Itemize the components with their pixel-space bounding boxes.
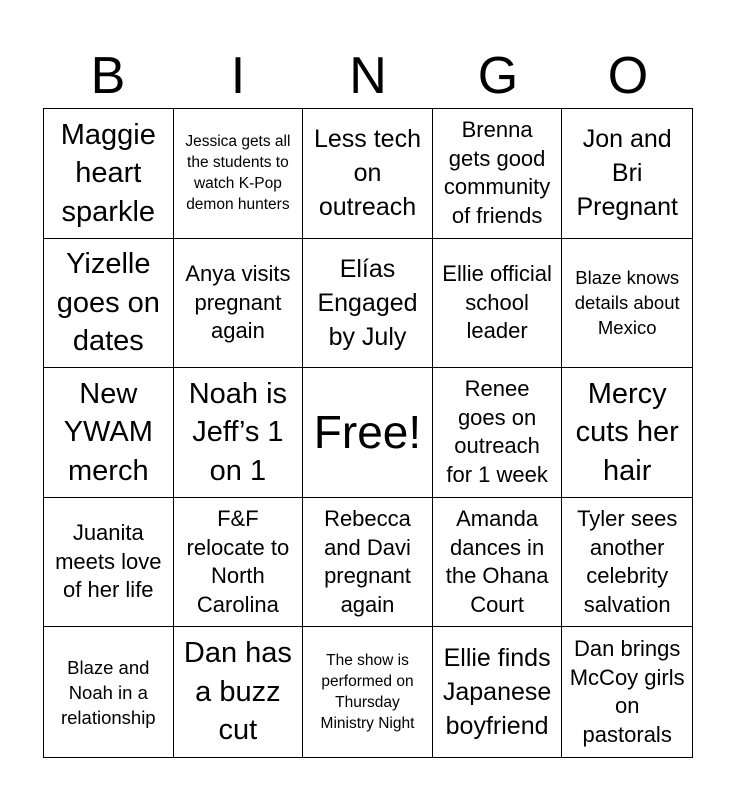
bingo-cell[interactable] xyxy=(44,239,174,369)
bingo-cell[interactable] xyxy=(562,368,692,498)
bingo-cell[interactable] xyxy=(562,627,692,757)
bingo-cell-label: Maggie heart sparkle xyxy=(60,118,156,228)
header-letter-b: B xyxy=(90,47,126,105)
bingo-cell-label: Amanda dances in the Ohana Court xyxy=(445,506,549,617)
bingo-cell[interactable] xyxy=(433,627,563,757)
bingo-cell[interactable] xyxy=(433,498,563,628)
free-space-cell[interactable] xyxy=(303,368,433,498)
bingo-cell-label: Less tech on outreach xyxy=(313,125,421,222)
bingo-cell-label: Elías Engaged by July xyxy=(317,254,418,351)
bingo-cell-label: Blaze and Noah in a relationship xyxy=(60,656,156,728)
free-space-label: Free! xyxy=(313,406,422,459)
bingo-cell-label: Noah is Jeff’s 1 on 1 xyxy=(188,377,288,487)
bingo-cell[interactable] xyxy=(174,109,304,239)
bingo-cell-label: Dan has a buzz cut xyxy=(183,637,292,747)
bingo-cell[interactable] xyxy=(433,109,563,239)
bingo-cell[interactable] xyxy=(174,498,304,628)
bingo-cell-label: Mercy cuts her hair xyxy=(575,377,679,487)
bingo-cell-label: Yizelle goes on dates xyxy=(56,248,160,358)
bingo-cell-label: Jessica gets all the students to watch K-Pop demon hunters xyxy=(185,133,291,214)
bingo-cell[interactable] xyxy=(174,627,304,757)
header-letter-g: G xyxy=(477,47,519,105)
bingo-cell-label: Dan brings McCoy girls on pastorals xyxy=(569,636,685,747)
bingo-cell-label: Jon and Bri Pregnant xyxy=(576,125,678,222)
bingo-cell-label: New YWAM merch xyxy=(63,377,153,487)
bingo-cell-label: Rebecca and Davi pregnant again xyxy=(324,506,411,617)
bingo-cell[interactable] xyxy=(433,239,563,369)
bingo-cell[interactable] xyxy=(303,239,433,369)
bingo-cell-label: Ellie finds Japanese boyfriend xyxy=(442,644,552,741)
bingo-cell[interactable] xyxy=(44,498,174,628)
bingo-cell[interactable] xyxy=(303,627,433,757)
bingo-cell[interactable] xyxy=(303,109,433,239)
bingo-cell[interactable] xyxy=(562,109,692,239)
bingo-cell[interactable] xyxy=(174,368,304,498)
bingo-cell[interactable] xyxy=(44,109,174,239)
bingo-cell[interactable] xyxy=(174,239,304,369)
bingo-card-grid xyxy=(43,108,693,758)
bingo-cell[interactable] xyxy=(44,368,174,498)
bingo-cell-label: Renee goes on outreach for 1 week xyxy=(446,376,548,487)
bingo-cell-label: The show is performed on Thursday Ministry Night xyxy=(320,652,415,733)
bingo-cell[interactable] xyxy=(562,498,692,628)
bingo-cell[interactable] xyxy=(44,627,174,757)
bingo-cell-label: Tyler sees another celebrity salvation xyxy=(577,506,678,617)
bingo-cell-label: Brenna gets good community of friends xyxy=(443,117,551,228)
bingo-cell[interactable] xyxy=(433,368,563,498)
bingo-cell-label: Blaze knows details about Mexico xyxy=(574,267,680,339)
bingo-cell-label: Anya visits pregnant again xyxy=(185,261,291,344)
header-letter-o: O xyxy=(607,47,649,105)
bingo-cell-label: Juanita meets love of her life xyxy=(55,520,162,603)
header-letter-i: I xyxy=(230,47,246,105)
bingo-cell-label: F&F relocate to North Carolina xyxy=(186,506,290,617)
bingo-cell[interactable] xyxy=(303,498,433,628)
bingo-cell-label: Ellie official school leader xyxy=(442,261,552,344)
bingo-cell[interactable] xyxy=(562,239,692,369)
header-letter-n: N xyxy=(349,47,387,105)
bingo-header xyxy=(43,44,693,108)
